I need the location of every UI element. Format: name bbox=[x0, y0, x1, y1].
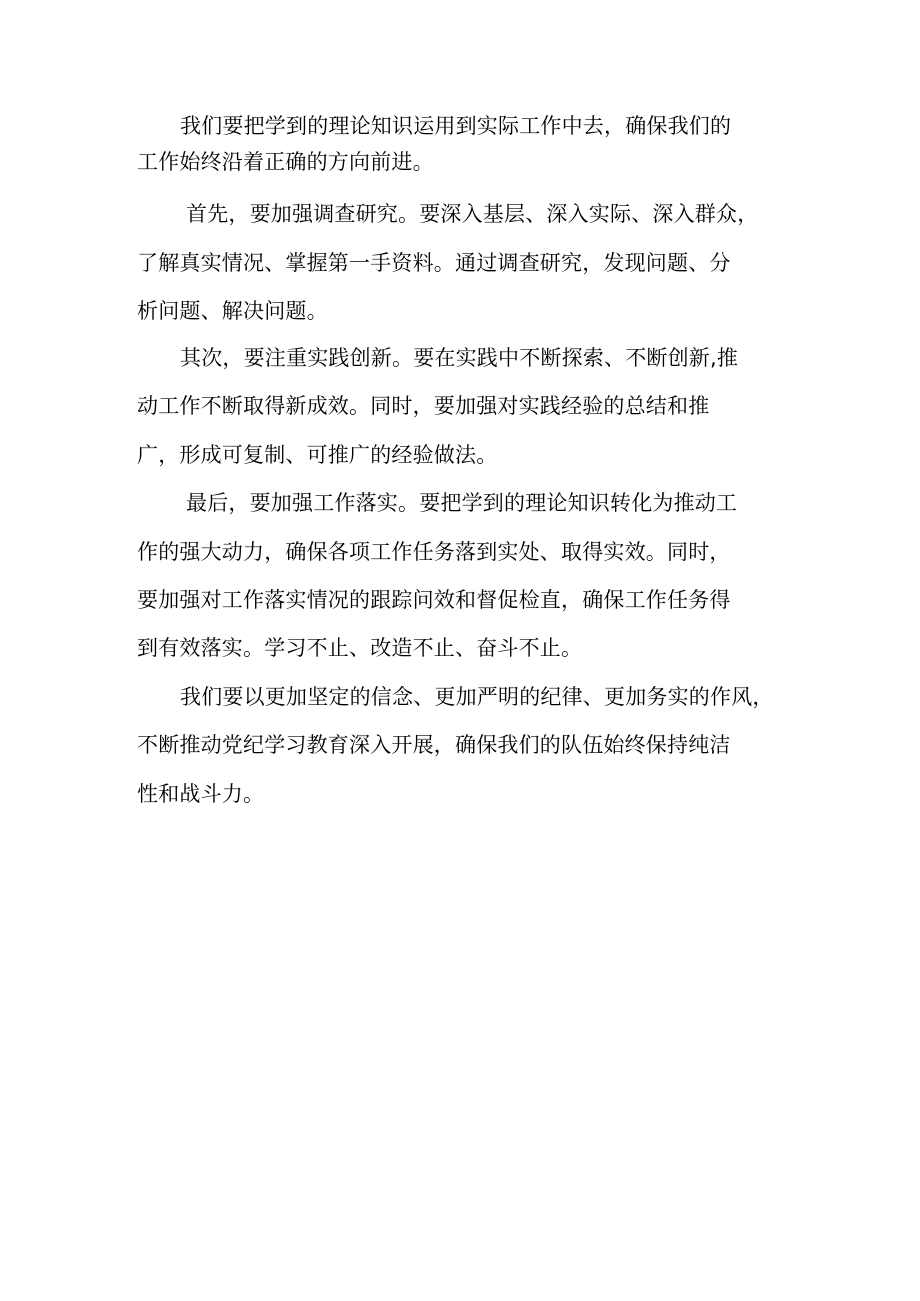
paragraph-4-line-2: 作的强大动力，确保各项工作任务落到实处、取得实效。同时， bbox=[137, 540, 731, 564]
paragraph-4-line-1: 最后，要加强工作落实。要把学到的理论知识转化为推动工 bbox=[186, 491, 738, 515]
paragraph-3-line-3: 广，形成可复制、可推广的经验做法。 bbox=[137, 443, 498, 467]
paragraph-1-line-2: 工作始终沿着正确的方向前进。 bbox=[137, 150, 434, 174]
paragraph-3-line-1: 其次，要注重实践创新。要在实践中不断探索、不断创新,推 bbox=[180, 346, 739, 370]
paragraph-2-line-2: 了解真实情况、掌握第一手资料。通过调查研究，发现问题、分 bbox=[137, 251, 731, 275]
paragraph-2-line-1: 首先，要加强调查研究。要深入基层、深入实际、深入群众， bbox=[186, 202, 759, 226]
paragraph-1-line-1: 我们要把学到的理论知识运用到实际工作中去，确保我们的 bbox=[180, 114, 732, 138]
paragraph-5-line-2: 不断推动党纪学习教育深入开展，确保我们的队伍始终保持纯洁 bbox=[137, 733, 731, 757]
paragraph-4-line-3: 要加强对工作落实情况的跟踪问效和督促检直，确保工作任务得 bbox=[137, 588, 731, 612]
paragraph-5-line-1: 我们要以更加坚定的信念、更加严明的纪律、更加务实的作风， bbox=[180, 685, 774, 709]
paragraph-3-line-2: 动工作不断取得新成效。同时，要加强对实践经验的总结和推 bbox=[137, 394, 710, 418]
paragraph-5-line-3: 性和战斗力。 bbox=[137, 782, 265, 806]
paragraph-4-line-4: 到有效落实。学习不止、改造不止、奋斗不止。 bbox=[137, 636, 583, 660]
paragraph-2-line-3: 析问题、解决问题。 bbox=[137, 299, 328, 323]
